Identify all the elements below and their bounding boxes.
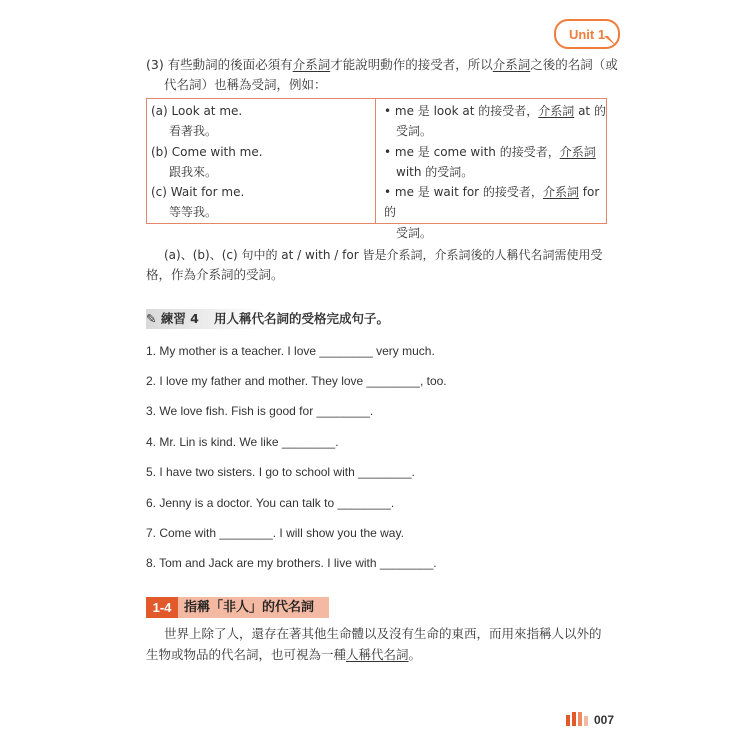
question-3: 3. We love fish. Fish is good for ________. bbox=[146, 404, 374, 418]
example-c-zh: 等等我。 bbox=[169, 205, 218, 220]
example-b-zh: 跟我來。 bbox=[169, 164, 218, 179]
unit-badge: Unit 1 bbox=[554, 19, 620, 49]
question-2: 2. I love my father and mother. They love ________, too. bbox=[146, 374, 447, 388]
explanation-line-1: (a)、(b)、(c) 句中的 at / with / for 皆是介系詞，介系詞後的人稱代名詞需使用受 bbox=[164, 248, 603, 262]
question-7: 7. Come with ________. I will show you the way. bbox=[146, 526, 404, 540]
question-4: 4. Mr. Lin is kind. We like ________. bbox=[146, 435, 339, 449]
example-sentences bbox=[147, 99, 376, 223]
body-line-1: 世界上除了人，還存在著其他生命體以及沒有生命的東西，而用來指稱人以外的 bbox=[164, 626, 602, 641]
intro-line-2: 代名詞）也稱為受詞，例如： bbox=[164, 77, 327, 92]
explain-a-line-2: 受詞。 bbox=[396, 124, 433, 139]
section-number: 1-4 bbox=[146, 597, 178, 618]
page-bars-icon bbox=[566, 712, 592, 726]
example-a-zh: 看著我。 bbox=[169, 124, 218, 139]
intro-line-1: (3) 有些動詞的後面必須有介系詞才能說明動作的接受者，所以介系詞之後的名詞（或 bbox=[146, 57, 618, 72]
explain-a-line-1: • me 是 look at 的接受者，介系詞 at 的 bbox=[384, 104, 606, 118]
question-1: 1. My mother is a teacher. I love ________ very much. bbox=[146, 344, 435, 358]
question-5: 5. I have two sisters. I go to school with ________. bbox=[146, 465, 415, 479]
explain-b-line-2: with 的受詞。 bbox=[396, 164, 474, 179]
section-title: 指稱「非人」的代名詞 bbox=[178, 597, 329, 618]
example-table bbox=[146, 98, 607, 240]
example-explanations bbox=[376, 99, 606, 240]
exercise-instruction: 用人稱代名詞的受格完成句子。 bbox=[214, 311, 390, 326]
explain-b-line-1: • me 是 come with 的接受者，介系詞 bbox=[384, 144, 596, 159]
body-line-2: 生物或物品的代名詞，也可視為一種人稱代名詞。 bbox=[146, 647, 422, 662]
explain-c-line-1: • me 是 wait for 的接受者，介系詞 for 的 bbox=[384, 185, 600, 220]
example-b-en: (b) Come with me. bbox=[151, 144, 263, 159]
speech-tail-icon bbox=[604, 36, 618, 48]
example-c-en: (c) Wait for me. bbox=[151, 185, 245, 200]
page-number: 007 bbox=[594, 713, 615, 727]
explanation-line-2: 格，作為介系詞的受詞。 bbox=[146, 267, 284, 282]
example-a-en: (a) Look at me. bbox=[151, 104, 243, 118]
question-6: 6. Jenny is a doctor. You can talk to ________. bbox=[146, 496, 395, 510]
exercise-label: ✎ 練習 4 bbox=[146, 311, 199, 326]
question-8: 8. Tom and Jack are my brothers. I live with ________. bbox=[146, 556, 437, 570]
explain-c-line-2: 受詞。 bbox=[396, 225, 433, 240]
